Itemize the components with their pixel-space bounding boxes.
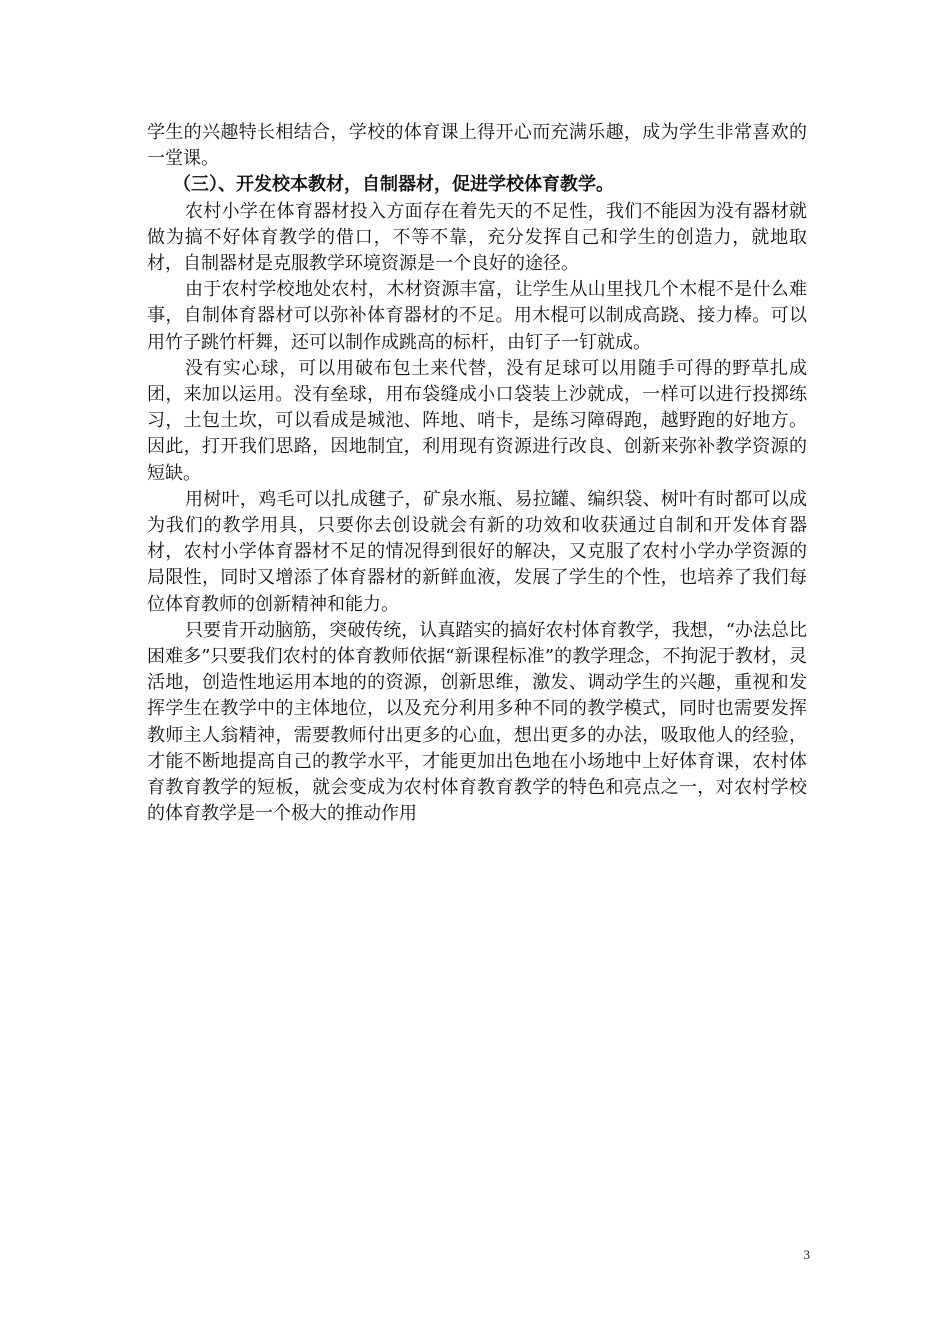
body-paragraph: 由于农村学校地处农村，木材资源丰富，让学生从山里找几个木棍不是什么难事，自制体育器材可以弥补体育器材的不足。用木棍可以制成高跷、接力棒。可以用竹子跳竹杆舞，还可以制作成跳高的标杆，由钉子一钉就成。 (147, 279, 807, 353)
body-paragraph: 用树叶，鸡毛可以扎成毽子，矿泉水瓶、易拉罐、编织袋、树叶有时都可以成为我们的教学用具，只要你去创设就会有新的功效和收获通过自制和开发体育器材，农村小学体育器材不足的情况得到很好的解决，又克服了农村小学办学资源的局限性，同时又增添了体育器材的新鲜血液，发展了学生的个性，也培养了我们每位体育教师的创新精神和能力。 (147, 488, 807, 615)
body-paragraph: 只要肯开动脑筋，突破传统，认真踏实的搞好农村体育教学，我想，“办法总比困难多”只要我们农村的体育教师依据“新课程标准”的教学理念，不拘泥于教材，灵活地，创造性地运用本地的的资源，创新思维，激发、调动学生的兴趣，重视和发挥学生在教学中的主体地位，以及充分利用多种不同的教学模式，同时也需要发挥教师主人翁精神，需要教师付出更多的心血，想出更多的办法，吸取他人的经验，才能不断地提高自己的教学水平，才能更加出色地在小场地中上好体育课，农村体育教育教学的短板，就会变成为农村体育教育教学的特色和亮点之一，对农村学校的体育教学是一个极大的推动作用 (147, 619, 807, 825)
page-number: 3 (803, 1247, 810, 1262)
body-paragraph: 没有实心球，可以用破布包土来代替，没有足球可以用随手可得的野草扎成团，来加以运用。没有垒球，用布袋缝成小口袋装上沙就成，一样可以进行投掷练习，土包土坎，可以看成是城池、阵地、哨卡，是练习障碍跑，越野跑的好地方。因此，打开我们思路，因地制宜，利用现有资源进行改良、创新来弥补教学资源的短缺。 (147, 357, 807, 484)
body-paragraph-continuation: 学生的兴趣特长相结合，学校的体育课上得开心而充满乐趣，成为学生非常喜欢的一堂课。 (147, 122, 807, 170)
body-paragraph: 农村小学在体育器材投入方面存在着先天的不足性，我们不能因为没有器材就做为搞不好体育教学的借口，不等不靠，充分发挥自己和学生的创造力，就地取材，自制器材是克服教学环境资源是一个良好的途径。 (147, 200, 807, 275)
section-heading: （三）、开发校本教材，自制器材，促进学校体育教学。 (173, 174, 614, 196)
document-body (147, 120, 807, 827)
